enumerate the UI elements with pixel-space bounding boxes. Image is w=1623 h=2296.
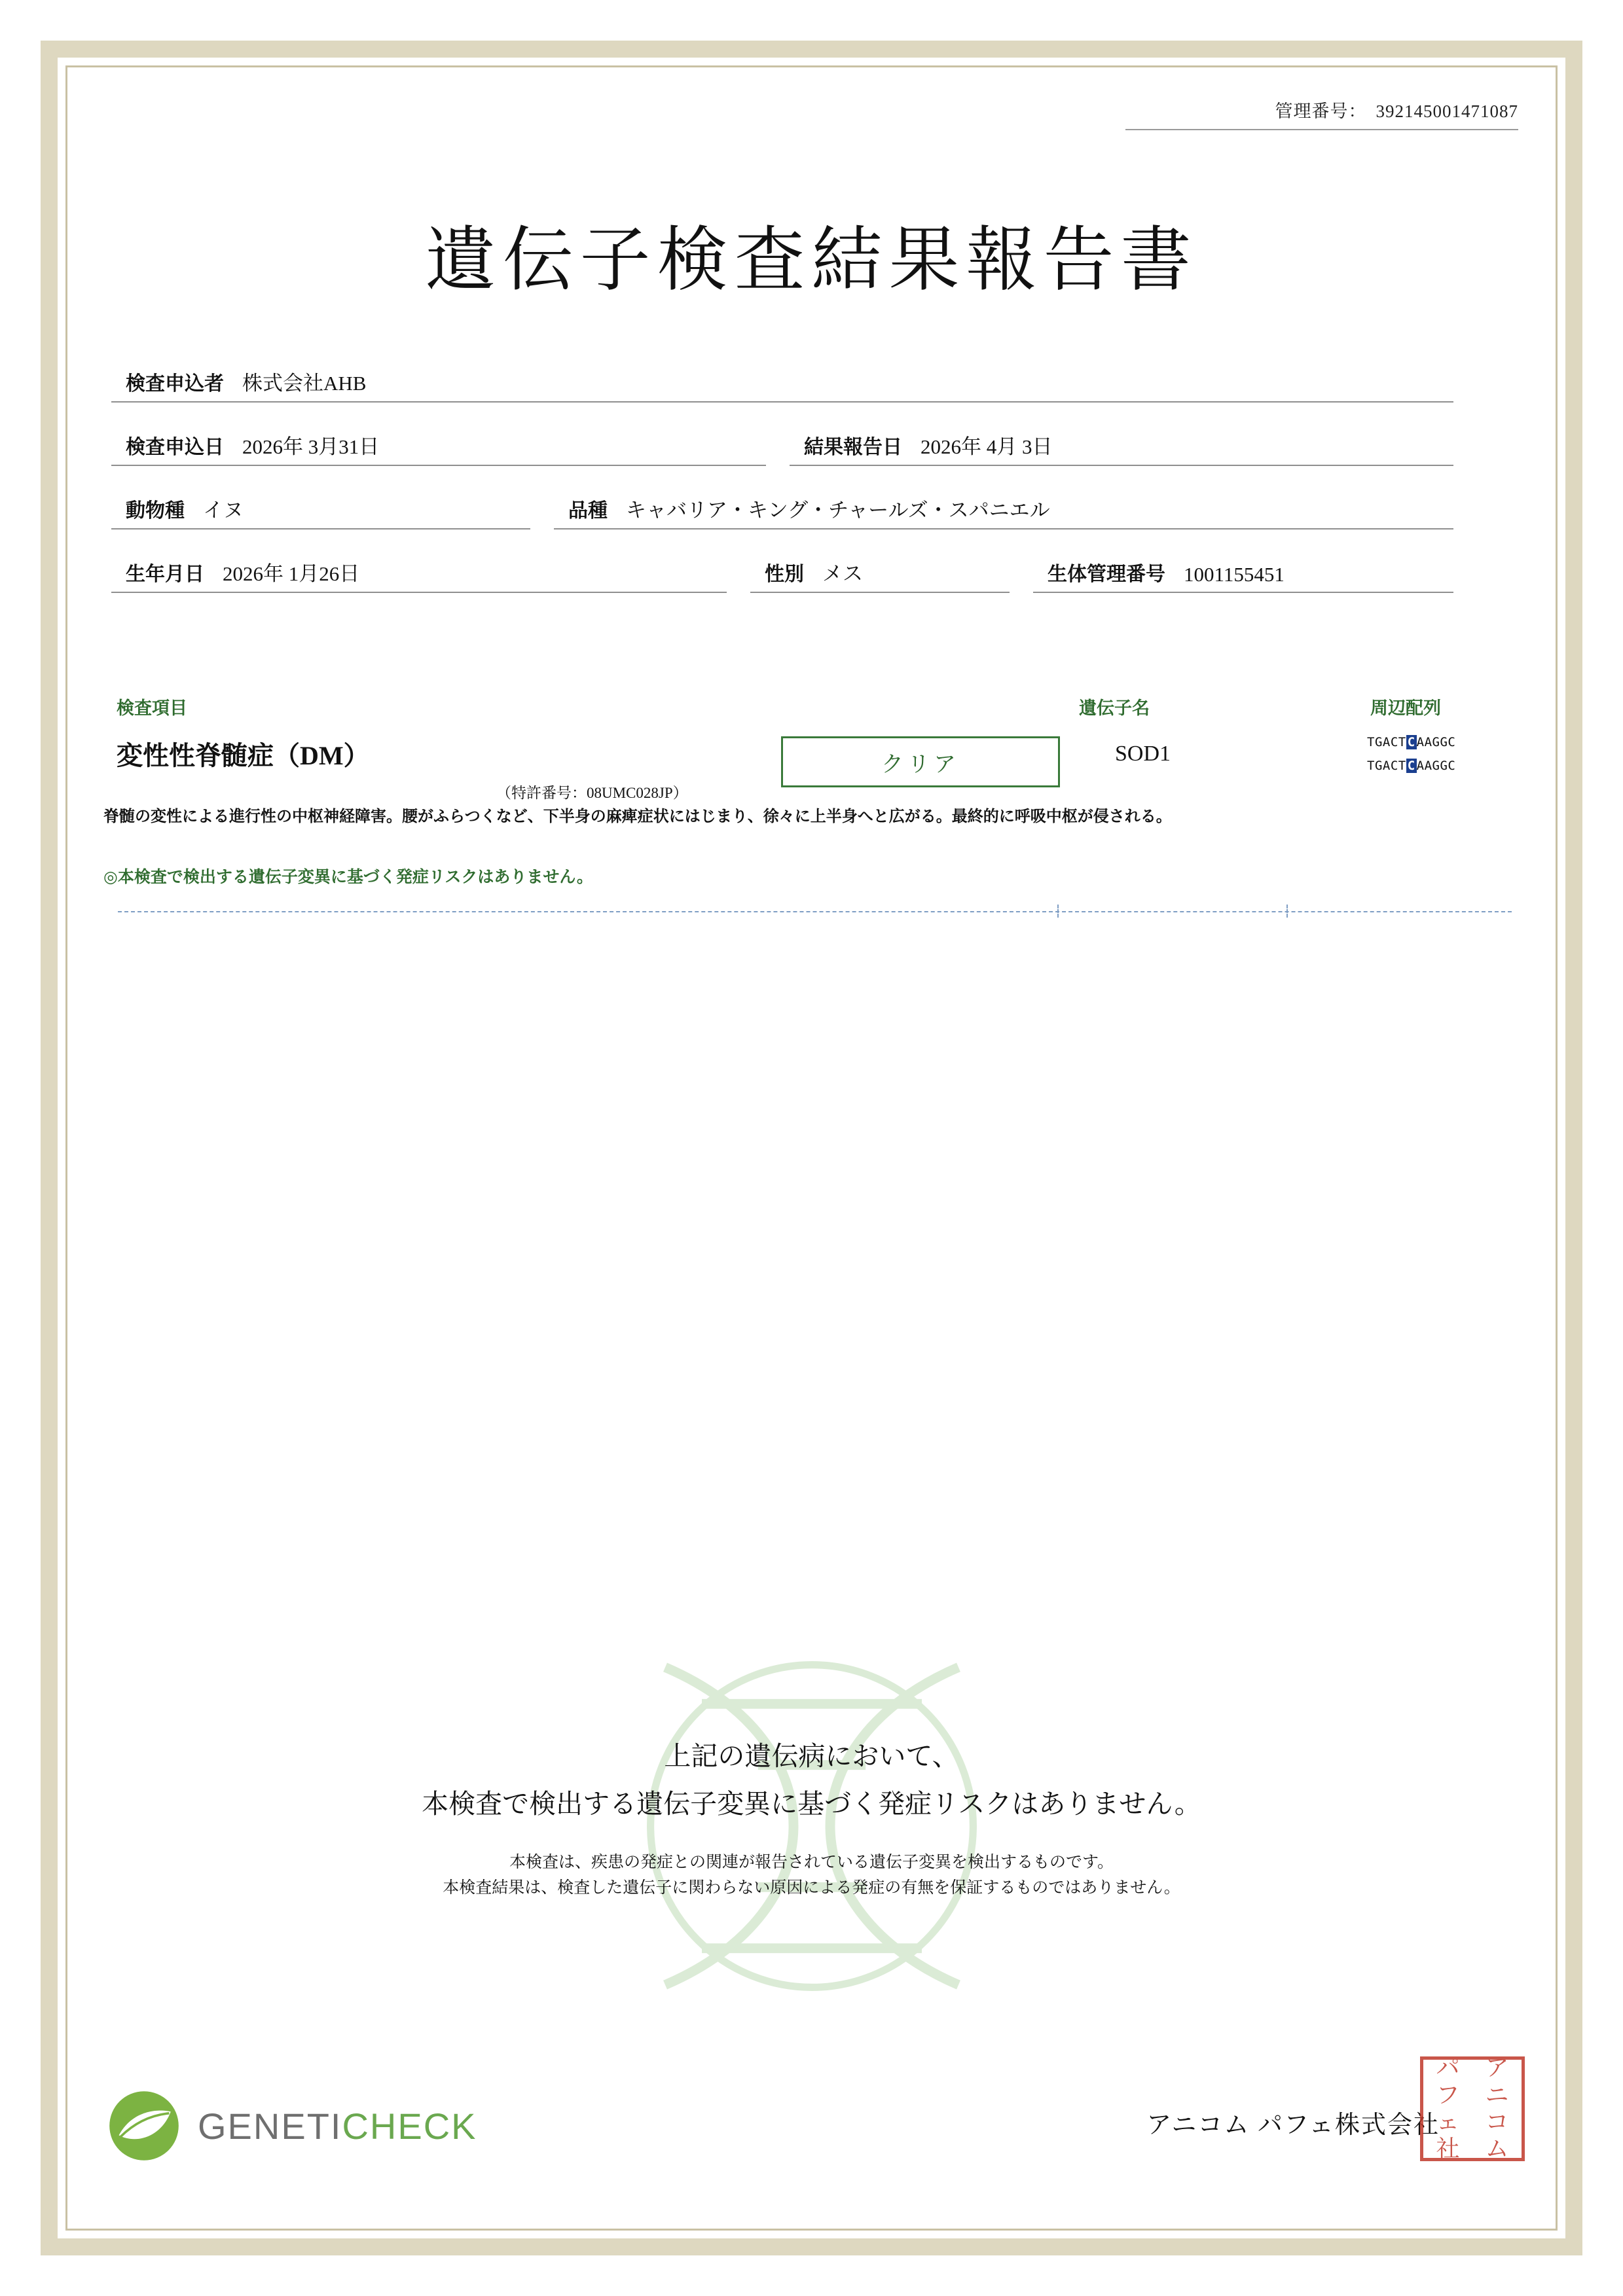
section-divider — [118, 911, 1512, 912]
info-row-dates — [111, 430, 1518, 466]
control-number-value: 392145001471087 — [1376, 101, 1518, 121]
field-animal-id — [1033, 558, 1453, 593]
company-name: アニコム パフェ株式会社 — [1146, 2111, 1440, 2139]
field-species-label: 動物種 — [126, 500, 185, 522]
field-sex-label: 性別 — [765, 564, 804, 585]
field-birth-label: 生年月日 — [126, 564, 204, 585]
summary-note-2: 本検査結果は、検査した遺伝子に関わらない原因による発症の有無を保証するものではありません。 — [443, 1878, 1180, 1897]
logo-word-a: GENETI — [198, 2105, 342, 2147]
company-seal — [1420, 2056, 1525, 2161]
seal-char-4: ェ — [1436, 2109, 1460, 2136]
field-apply-date — [111, 430, 766, 466]
leaf-icon — [105, 2087, 183, 2165]
summary-note-1: 本検査は、疾患の発症との関連が報告されている遺伝子変異を検出するものです。 — [509, 1853, 1114, 1871]
seal-char-5: コ — [1485, 2109, 1509, 2136]
header-gene-name: 遺伝子名 — [1079, 698, 1150, 718]
summary-block — [92, 1734, 1531, 1901]
sequence-block — [1367, 735, 1455, 782]
document-footer — [92, 2047, 1531, 2178]
seal-char-2: フ — [1436, 2081, 1460, 2109]
disease-name: 変性性脊髄症（DM） — [117, 741, 370, 770]
seq-prefix-1: TGACT — [1367, 735, 1406, 749]
divider-tick-left — [1057, 905, 1060, 918]
field-apply-date-label: 検査申込日 — [126, 437, 224, 458]
seal-char-0: パ — [1436, 2054, 1460, 2082]
seal-char-6: 社 — [1436, 2136, 1460, 2163]
field-report-date — [790, 430, 1453, 466]
info-row-applicant — [111, 367, 1518, 403]
field-breed-value: キャバリア・キング・チャールズ・スパニエル — [626, 499, 1050, 522]
patent-number: （特許番号：08UMC028JP） — [496, 785, 688, 801]
control-number-label: 管理番号： — [1275, 101, 1367, 121]
seq-highlight-2: C — [1407, 759, 1415, 773]
info-row-species — [111, 493, 1518, 529]
seq-suffix-2: AAGGC — [1416, 759, 1456, 773]
field-applicant-label: 検査申込者 — [126, 373, 224, 395]
field-applicant — [111, 367, 1453, 403]
info-row-birth — [111, 557, 1518, 593]
divider-tick-right — [1286, 905, 1289, 918]
seal-char-3: ニ — [1485, 2081, 1509, 2109]
header-test-item: 検査項目 — [117, 698, 187, 718]
seq-prefix-2: TGACT — [1367, 759, 1406, 773]
seal-char-1: ア — [1485, 2054, 1509, 2082]
field-applicant-value: 株式会社AHB — [242, 372, 367, 395]
field-report-date-label: 結果報告日 — [804, 437, 902, 458]
seq-highlight-1: C — [1407, 735, 1415, 749]
disease-description: 脊髄の変性による進行性の中枢神経障害。腰がふらつくなど、下半身の麻痺症状にはじまり、徐々に上半身へと広がる。最終的に呼吸中枢が侵される。 — [103, 808, 1172, 825]
header-sequence: 周辺配列 — [1370, 698, 1441, 718]
summary-line-2: 本検査で検出する遺伝子変異に基づく発症リスクはありません。 — [422, 1789, 1201, 1819]
seal-char-7: ム — [1485, 2136, 1509, 2163]
result-status-label: クリア — [881, 752, 960, 777]
sequence-line-2 — [1367, 759, 1455, 773]
field-birth-value: 2026年 1月26日 — [223, 562, 360, 585]
result-table-header — [103, 694, 1518, 720]
logo-wordmark — [198, 2105, 477, 2147]
gene-name-value: SOD1 — [1115, 742, 1171, 766]
document-content — [92, 85, 1531, 2204]
info-block — [111, 367, 1518, 620]
logo-word-b: CHECK — [342, 2105, 477, 2147]
summary-line-1: 上記の遺伝病において、 — [664, 1741, 959, 1771]
field-animal-id-label: 生体管理番号 — [1048, 564, 1165, 585]
field-breed — [554, 493, 1453, 529]
field-birth — [111, 557, 727, 593]
risk-note: ◎本検査で検出する遺伝子変異に基づく発症リスクはありません。 — [103, 869, 593, 886]
result-status-badge — [781, 736, 1060, 787]
geneticheck-logo — [105, 2087, 477, 2165]
field-sex — [750, 557, 1010, 593]
field-apply-date-value: 2026年 3月31日 — [242, 435, 380, 458]
field-report-date-value: 2026年 4月 3日 — [921, 435, 1053, 458]
field-species — [111, 493, 530, 529]
sequence-line-1 — [1367, 735, 1455, 749]
page-title: 遺伝子検査結果報告書 — [425, 219, 1198, 301]
field-animal-id-value: 1001155451 — [1184, 563, 1285, 586]
field-sex-value: メス — [822, 562, 863, 585]
seq-suffix-1: AAGGC — [1416, 735, 1456, 749]
control-number — [1125, 97, 1518, 130]
field-breed-label: 品種 — [568, 500, 608, 522]
field-species-value: イヌ — [203, 499, 244, 522]
